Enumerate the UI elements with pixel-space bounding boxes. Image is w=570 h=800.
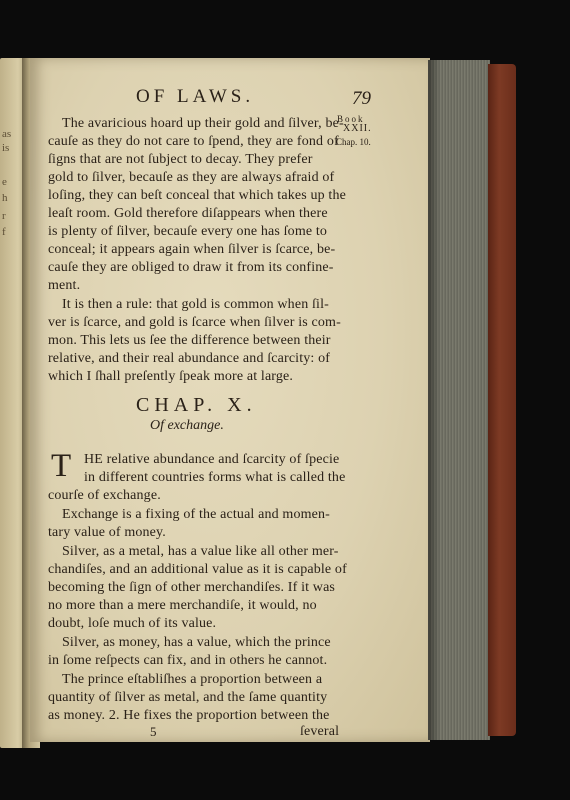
text-line: is plenty of ſilver, becauſe every one has ſome to — [48, 224, 328, 239]
text-line: It is then a rule: that gold is common when ſil- — [62, 297, 329, 312]
margin-note-chapter: Chap. 10. — [336, 137, 371, 147]
page-number: 79 — [352, 88, 371, 109]
text-line: The avaricious hoard up their gold and ſilver, be- — [62, 116, 344, 131]
left-page-fragment: r — [2, 210, 6, 222]
text-line: ment. — [48, 278, 81, 293]
leather-cover — [488, 64, 516, 736]
text-line: The prince eſtabliſhes a proportion between a — [62, 672, 323, 687]
text-line: Silver, as money, has a value, which the prince — [62, 635, 331, 650]
text-line: Exchange is a fixing of the actual and momen- — [62, 507, 330, 522]
chapter-title: CHAP. X. — [136, 394, 257, 416]
drop-cap: T — [51, 448, 72, 484]
text-line: cauſe as they do not care to ſpend, they are fond of — [48, 134, 339, 149]
left-page-fragment: h — [2, 192, 8, 204]
text-line: gold to ſilver, becauſe as they are always afraid of — [48, 170, 335, 185]
text-line: in ſome reſpects can fix, and in others he cannot. — [48, 653, 328, 668]
text-line: which I ſhall preſently ſpeak more at large. — [48, 369, 294, 384]
text-line: becoming the ſign of other merchandiſes. If it was — [48, 580, 336, 595]
chapter-subtitle: Of exchange. — [150, 418, 224, 433]
text-line: chandiſes, and an additional value as it is capable of — [48, 562, 347, 577]
left-page-fragment: as — [2, 128, 12, 140]
text-line: leaſt room. Gold therefore diſappears when there — [48, 206, 328, 221]
running-head: OF LAWS. — [136, 86, 255, 107]
text-line: mon. This lets us ſee the difference between their — [48, 333, 331, 348]
text-line: ſigns that are not ſubject to decay. They prefer — [48, 152, 313, 167]
text-line: cauſe they are obliged to draw it from its confine- — [48, 260, 334, 275]
text-line: loſing, they can beſt conceal that which takes up the — [48, 188, 346, 203]
fore-edge-shadow — [428, 60, 440, 740]
text-line: quantity of ſilver as metal, and the ſame quantity — [48, 690, 328, 705]
text-line: in different countries forms what is called the — [84, 470, 346, 485]
left-page-fragment: f — [2, 226, 6, 238]
text-line: tary value of money. — [48, 525, 166, 540]
text-line: conceal; it appears again when ſilver is ſcarce, be- — [48, 242, 336, 257]
text-line: HE relative abundance and ſcarcity of ſpecie — [84, 452, 340, 467]
left-page-fragment: is — [2, 142, 10, 154]
catchword: ſeveral — [300, 724, 340, 739]
text-line: doubt, loſe much of its value. — [48, 616, 217, 631]
margin-note-book-number: XXII. — [343, 123, 372, 134]
text-line: as money. 2. He fixes the proportion between the — [48, 708, 330, 723]
text-line: no more than a mere merchandiſe, it would, no — [48, 598, 317, 613]
margin-note-book: Book — [337, 114, 365, 124]
text-line: ver is ſcarce, and gold is ſcarce when ſilver is com- — [48, 315, 341, 330]
text-line: courſe of exchange. — [48, 488, 161, 503]
text-line: relative, and their real abundance and ſcarcity: of — [48, 351, 331, 366]
text-line: Silver, as a metal, has a value like all other mer- — [62, 544, 339, 559]
left-page-fragment: e — [2, 176, 7, 188]
signature-mark: 5 — [150, 724, 157, 739]
